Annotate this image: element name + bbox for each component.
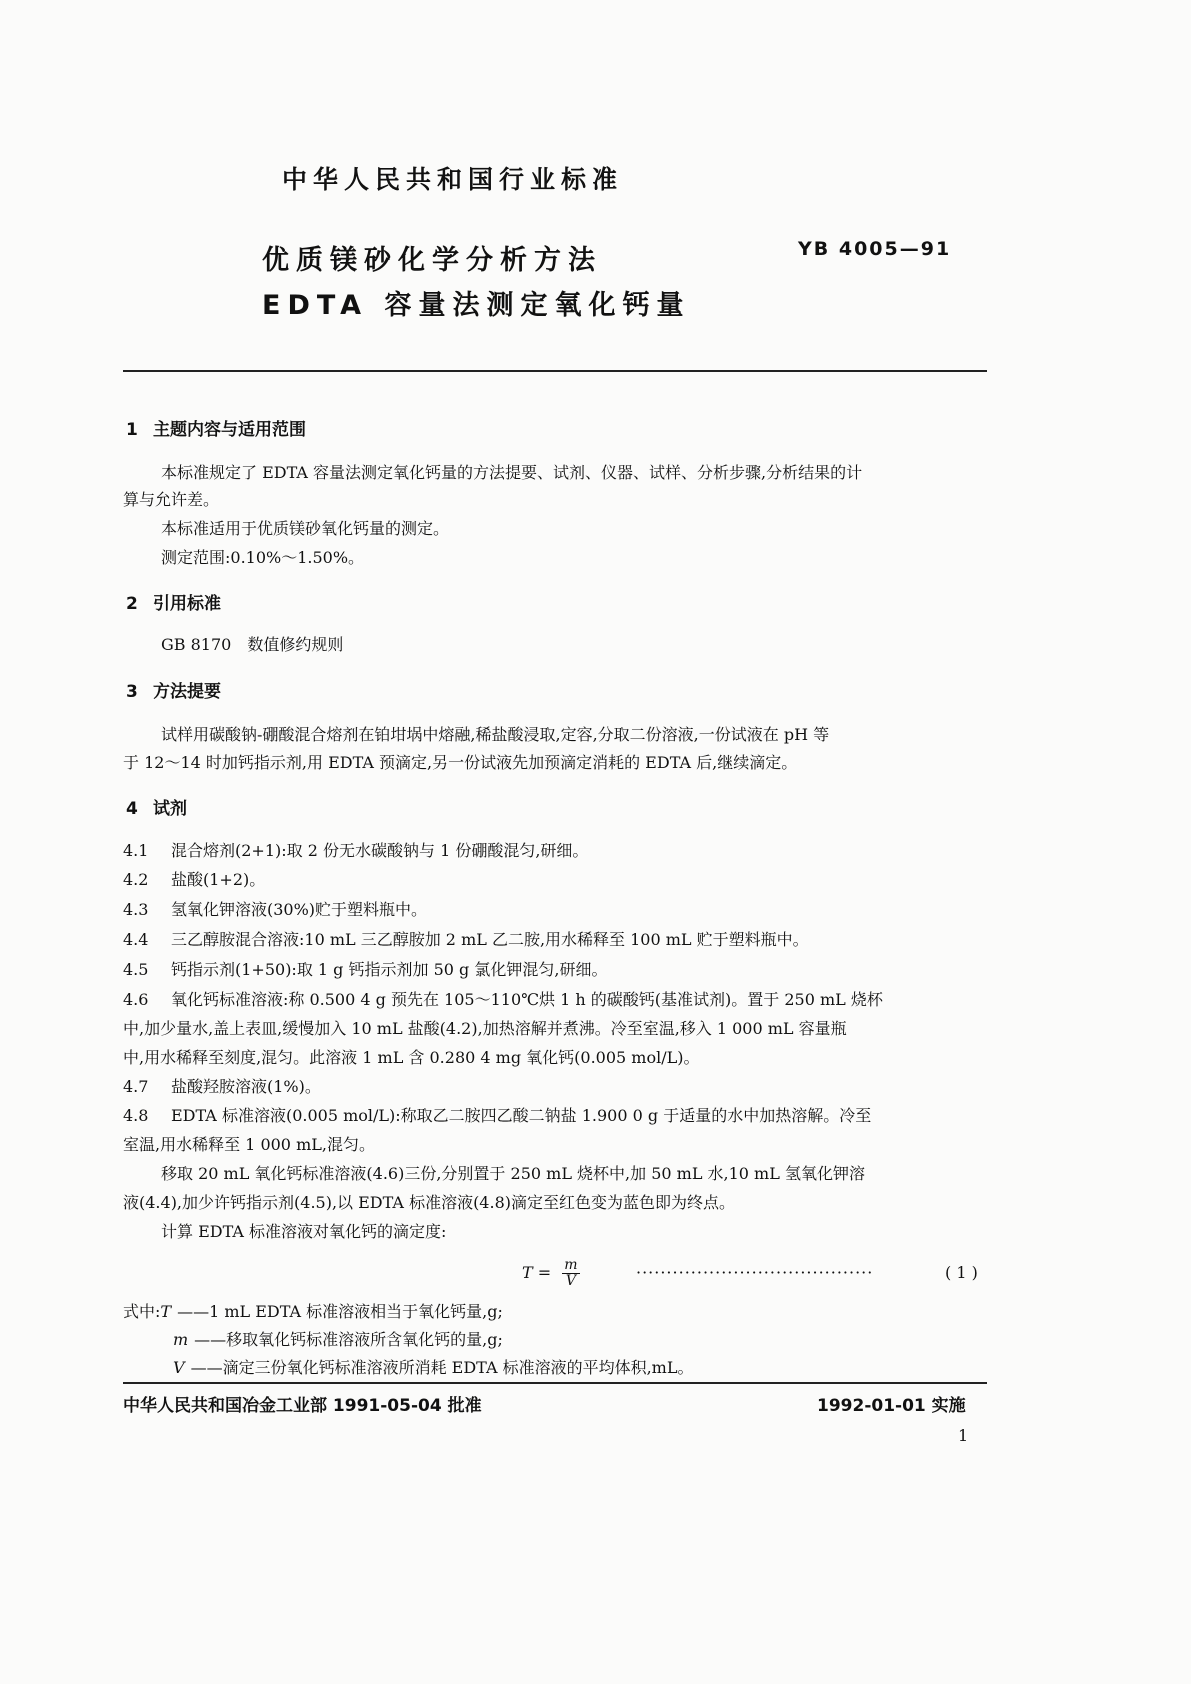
reagent-item (123, 987, 883, 1010)
paragraph: 测定范围:0.10%～1.50%。 (161, 548, 365, 567)
item-number: 4.6 (123, 990, 149, 1009)
reagent-item (123, 897, 427, 920)
section-number: 4 (126, 799, 138, 819)
paragraph: 于 12～14 时加钙指示剂,用 EDTA 预滴定,另一份试液先加预滴定消耗的 EDTA 后,继续滴定。 (123, 753, 798, 772)
section-title: 主题内容与适用范围 (153, 420, 306, 440)
document-title: 优质镁砂化学分析方法 (262, 245, 602, 276)
item-number: 4.8 (123, 1106, 149, 1125)
paragraph: 中,用水稀释至刻度,混匀。此溶液 1 mL 含 0.280 4 mg 氧化钙(0.005 mol/L)。 (123, 1048, 700, 1067)
section-3-heading (126, 677, 221, 702)
symbol-t-desc: ——1 mL EDTA 标准溶液相当于氧化钙量,g; (177, 1302, 503, 1321)
section-number: 2 (126, 594, 138, 614)
paragraph: 液(4.4),加少许钙指示剂(4.5),以 EDTA 标准溶液(4.8)滴定至红色变为蓝色即为终点。 (123, 1193, 735, 1212)
section-number: 3 (126, 682, 138, 702)
item-number: 4.5 (123, 960, 149, 979)
paragraph: 移取 20 mL 氧化钙标准溶液(4.6)三份,分别置于 250 mL 烧杯中,加 50 mL 水,10 mL 氢氧化钾溶 (161, 1164, 865, 1183)
item-text: 氢氧化钾溶液(30%)贮于塑料瓶中。 (171, 900, 428, 919)
item-text: EDTA 标准溶液(0.005 mol/L):称取乙二胺四乙酸二钠盐 1.900 0 g 于适量的水中加热溶解。冷至 (171, 1106, 872, 1125)
symbol-v-desc: ——滴定三份氧化钙标准溶液所消耗 EDTA 标准溶液的平均体积,mL。 (190, 1358, 694, 1377)
section-1-heading (126, 415, 306, 440)
symbol-m: m (173, 1330, 189, 1349)
where-line-t (123, 1299, 503, 1322)
formula-fraction (562, 1258, 579, 1289)
paragraph: 算与允许差。 (123, 490, 220, 509)
paragraph: 计算 EDTA 标准溶液对氧化钙的滴定度: (161, 1222, 447, 1241)
section-title: 引用标准 (153, 594, 221, 614)
item-number: 4.2 (123, 870, 149, 889)
reagent-item (123, 957, 607, 980)
formula-lhs: T = (522, 1263, 552, 1282)
symbol-v: V (173, 1358, 185, 1377)
section-title: 方法提要 (153, 682, 221, 702)
reagent-item (123, 927, 809, 950)
item-number: 4.1 (123, 841, 149, 860)
item-text: 盐酸(1+2)。 (171, 870, 266, 889)
standard-code: YB 4005—91 (798, 238, 952, 260)
formula-leader-dots: ······································· (636, 1263, 874, 1282)
header-divider (123, 370, 987, 372)
section-title: 试剂 (153, 799, 187, 819)
item-text: 钙指示剂(1+50):取 1 g 钙指示剂加 50 g 氯化钾混匀,研细。 (171, 960, 608, 979)
reagent-item (123, 838, 588, 861)
paragraph: 本标准适用于优质镁砂氧化钙量的测定。 (161, 519, 450, 538)
paragraph: 中,加少量水,盖上表皿,缓慢加入 10 mL 盐酸(4.2),加热溶解并煮沸。冷至室温,移入 1 000 mL 容量瓶 (123, 1019, 847, 1038)
item-number: 4.4 (123, 930, 149, 949)
where-label: 式中: (123, 1302, 161, 1321)
formula-1 (522, 1258, 580, 1289)
symbol-m-desc: ——移取氧化钙标准溶液所含氧化钙的量,g; (194, 1330, 503, 1349)
item-text: 氧化钙标准溶液:称 0.500 4 g 预先在 105～110℃烘 1 h 的碳酸钙(基准试剂)。置于 250 mL 烧杯 (171, 990, 883, 1009)
paragraph: 本标准规定了 EDTA 容量法测定氧化钙量的方法提要、试剂、仪器、试样、分析步骤,分析结果的计 (161, 463, 863, 482)
page-number: 1 (958, 1426, 969, 1445)
reference-item (161, 632, 343, 655)
formula-denominator: V (565, 1273, 576, 1289)
reagent-item (123, 867, 265, 890)
formula-numerator: m (564, 1257, 578, 1273)
symbol-t: T (160, 1302, 172, 1321)
where-line-m (173, 1327, 503, 1350)
formula-number: ( 1 ) (945, 1263, 978, 1282)
item-text: 盐酸羟胺溶液(1%)。 (171, 1077, 321, 1096)
reagent-item (123, 1103, 871, 1126)
item-number: 4.3 (123, 900, 149, 919)
section-4-heading (126, 794, 187, 819)
section-number: 1 (126, 420, 138, 440)
item-number: 4.7 (123, 1077, 149, 1096)
item-text: 混合熔剂(2+1):取 2 份无水碳酸钠与 1 份硼酸混匀,研细。 (171, 841, 589, 860)
effective-date: 1992-01-01 实施 (817, 1396, 966, 1416)
footer-divider (123, 1382, 987, 1384)
document-subtitle: EDTA 容量法测定氧化钙量 (262, 290, 691, 321)
reference-code: GB 8170 (161, 635, 232, 654)
item-text: 三乙醇胺混合溶液:10 mL 三乙醇胺加 2 mL 乙二胺,用水稀释至 100 mL 贮于塑料瓶中。 (171, 930, 809, 949)
reagent-item (123, 1074, 321, 1097)
paragraph: 室温,用水稀释至 1 000 mL,混匀。 (123, 1135, 375, 1154)
section-2-heading (126, 589, 221, 614)
national-standard-label: 中华人民共和国行业标准 (282, 165, 624, 194)
approval-statement: 中华人民共和国冶金工业部 1991-05-04 批准 (123, 1396, 482, 1416)
paragraph: 试样用碳酸钠-硼酸混合熔剂在铂坩埚中熔融,稀盐酸浸取,定容,分取二份溶液,一份试液在 pH 等 (161, 725, 830, 744)
reference-title: 数值修约规则 (247, 635, 344, 654)
where-line-v (173, 1355, 693, 1378)
